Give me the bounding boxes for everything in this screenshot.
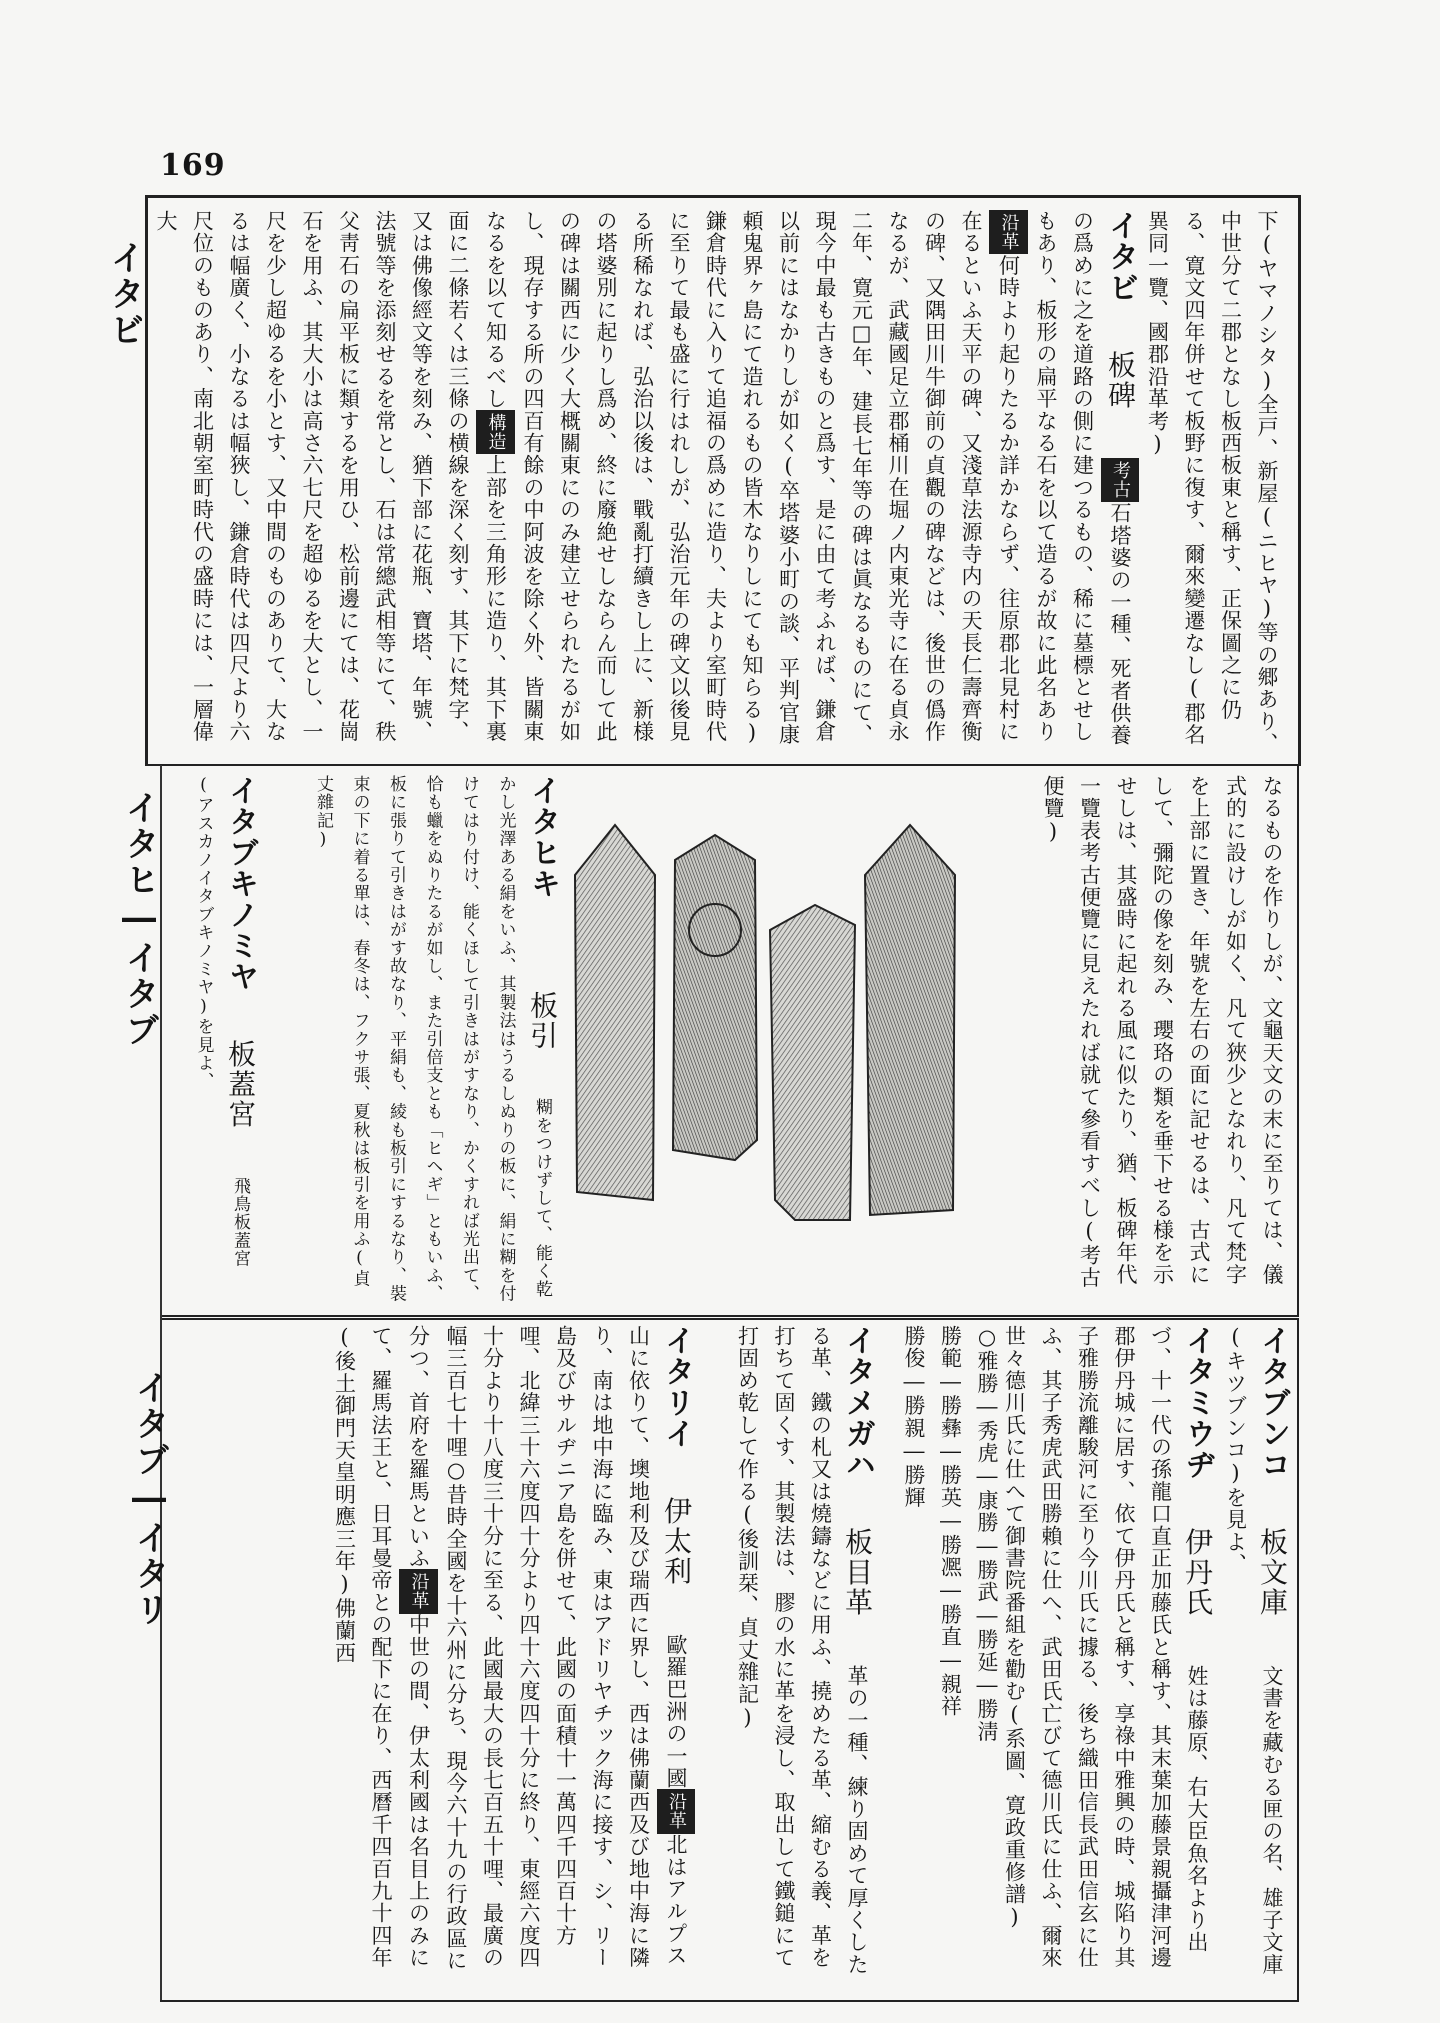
margin-header-top: イタビ [104,240,144,348]
itabi-illustration [565,820,965,1240]
entry-itahiki [260,775,560,1305]
headword-itabi: イタビ [1103,210,1138,303]
category-badge: 沿革 [657,1789,696,1833]
margin-header-bottom: イタブ―イタリ [129,1370,169,1628]
headword-itamiuji: イタミウヂ [1180,1325,1215,1480]
kanji-itarii: 伊太利 [660,1496,693,1587]
headword-itabunko: イタブンコ [1255,1325,1290,1480]
kanji-itamiuji: 伊丹氏 [1181,1527,1214,1618]
itamegawa-body: 革の一種、練り固めて厚くしたる革、鐵の札又は燒鑄などに用ふ、撓めたる革、縮むる義、革を打ちて固くす、其製法は、膠の水に革を浸し、取出して鐵鎚にて打固め乾して作る(後訓栞、貞丈雜記) [735,1325,869,1976]
kanji-itabi: 板碑 [1104,350,1137,411]
itabi-body-structure: 上部を三角形に造り、其下裏面に二條若くは三條の横線を深く刻す、其下に梵字、又は佛像經文等を刻み、猶下部に花瓶、寶塔、年號、法號等を添刻せるを常とし、石は常總武相等にて、秩父靑石の扁平板に類するを用ひ、松前邊にては、花崗石を用ふ、其大小は高さ六七尺を超ゆるを大とし、一尺を少し超ゆるを小とす、又中間のものありて、大なるは幅廣く、小なるは幅狹し、鎌倉時代は四尺より六尺位のものあり、南北朝室町時代の盛時には、一層偉大 [154,210,508,743]
itarii-body-history: 中世の間、伊太利國は名目上のみにて、羅馬法王と、日耳曼帝との配下に在り、西曆千四百九十四年(後土御門天皇明應三年)佛蘭西 [332,1325,431,1969]
itarii-body: 歐羅巴洲の一國 [664,1633,688,1790]
headword-itamegawa: イタメガハ [840,1325,875,1480]
category-badge: 構造 [476,410,515,454]
itabi-stones-image [565,820,965,1240]
entry-itamiuji [1002,1325,1215,1985]
itabukinomiya-body: 飛鳥板蓋宮(アスカノイタブキノミヤ)を見よ、 [193,775,250,1268]
itabi-continued-mid: なるものを作りしが、文龜天文の末に至りては、儀式的に設けしが如く、凡て狹少となれり、凡て梵字を上部に置き、年號を左右の面に記せるは、古式にして、彌陀の像を刻み、瓔珞の類を垂下せる様を示せしは、其盛時に起れる風に似たり、猶、板碑年代一覽表考古便覽に見えたれば就て參看すべし(考古便覽) [1041,775,1284,1289]
stone-slab-3 [770,905,855,1220]
entry-itamegawa [700,1325,875,1985]
category-badge: 沿革 [989,210,1028,254]
headword-itabukinomiya: イタブキノミヤ [223,775,258,992]
category-badge: 考古 [1101,458,1140,502]
itabi-body: 石塔婆の一種、死者供養の爲めに之を道路の側に建つるもの、稀に墓標とせしもあり、板形の扁平なる石を以て造るが故に此名あり [1034,210,1132,747]
entry-itarii [170,1325,695,1985]
entry-itabunko [1220,1325,1290,1985]
itabi-continued-text: 下(ヤマノシタ)全戸、新屋(ニヒヤ)等の郷あり、中世分て二郡となし板西板東と稱す、正保圖之に仍る、寛文四年併せて板野に復す、爾來變遷なし(郡名異同一覽、國郡沿革考) [1145,210,1279,755]
category-badge: 沿革 [399,1569,438,1613]
margin-header-middle: イタヒ―イタブ [119,790,159,1048]
itabunko-body: 文書を藏むる匣の名、雄子文庫(キツブンコ)を見よ、 [1223,1325,1284,1976]
itahiki-body: 糊をつけずして、能く乾かし光澤ある絹をいふ、其製法はうるしぬりの板に、絹に糊を付けてはり付け、能くほして引きはがすなり、かくすれば光出て、恰も蠟をぬりたるが如し、また引倍支とも「ヒヘギ」ともいふ、板に張りて引きはがす故なり、平絹も、綾も板引にするなり、裝束の下に着る單は、春冬は、フクサ張、夏秋は板引を用ふ(貞丈雜記) [313,775,552,1303]
itabi-body-history: 何時より起りたるか詳かならず、往原郡北見村に在るといふ天平の碑、又淺草法源寺内の天長仁壽齊衡の碑、又隅田川牛御前の貞觀の碑などは、後世の僞作なるが、武藏國足立郡桶川在堀ノ内東光寺に在る貞永二年、寛元□年、建長七年等の碑は眞なるものにて、現今中最も古きものと爲す、是に由て考ふれば、鎌倉以前にはなかりしが如く(卒塔婆小町の談、平判官康頼鬼界ヶ島にて造れるもの皆木なりしにても知らる)鎌倉時代に入りて追福の爲めに造り、夫より室町時代に至りて最も盛に行はれしが、弘治元年の碑文以後見る所稀なれば、弘治以後は、戰亂打續きし上に、新様の塔婆別に起りし爲め、終に廢絶せしならん而して此の碑は關西に少く大概關東にのみ建立せられたるが如し、現存する所の四百有餘の中阿波を除く外、皆關東なるを以て知るべし [483,210,1021,746]
stone-slab-4 [865,825,955,1215]
headword-itarii: イタリイ [659,1325,694,1449]
kanji-itabunko: 板文庫 [1256,1527,1289,1618]
entry-itabukinomiya [170,775,258,1305]
kanji-itahiki: 板引 [526,990,559,1051]
page-number: 169 [160,148,226,183]
itamiuji-body: 姓は藤原、右大臣魚名より出づ、十一代の孫龍口直正加藤氏と稱す、其末葉加藤景親攝津河邊郡伊丹城に居す、依て伊丹氏と稱す、享祿中雅興の時、城陷り其子雅勝流離駿河に至り今川氏に據る、後ち織田信長武田信玄に仕ふ、其子秀虎武田勝賴に仕へ、武田氏亡びて德川氏に仕ふ、爾來世々德川氏に仕へて御書院番組を勸む(系圖、寛政重修譜) [1002,1325,1209,1969]
headword-itahiki: イタヒキ [525,775,560,899]
genealogy-line: 勝俊―勝親―勝輝 [902,1325,926,1509]
kanji-itamegawa: 板目革 [841,1527,874,1618]
itarii-body-geography: 北はアルプス山に依りて、墺地利及び瑞西に界し、西は佛蘭西及び地中海に隣り、南は地中海に臨み、東はアドリヤチック海に接す、シ、リー島及びサルヂニア島を併せて、此國の面積十一萬四千四百十方哩、北緯三十六度四十分より四十六度四十分に終り、東經六度四十分より十八度三十分に至る、此國最大の長七百五十哩、最廣の幅三百七十哩○昔時全國を十六州に分ち、現今六十九の行政區に分つ、首府を羅馬といふ [406,1325,688,1972]
genealogy-chart [880,1325,1005,1985]
stone-slab-2 [673,835,757,1160]
kanji-itabukinomiya: 板蓋宮 [224,1039,257,1130]
entry-itabi [154,210,1285,755]
stone-slab-1 [575,825,655,1200]
genealogy-line: 勝範―勝彝―勝英―勝凞―勝直―親祥 [938,1325,963,1718]
genealogy-line: ○雅勝―秀虎―康勝―勝武―勝延―勝淸 [975,1325,999,1743]
